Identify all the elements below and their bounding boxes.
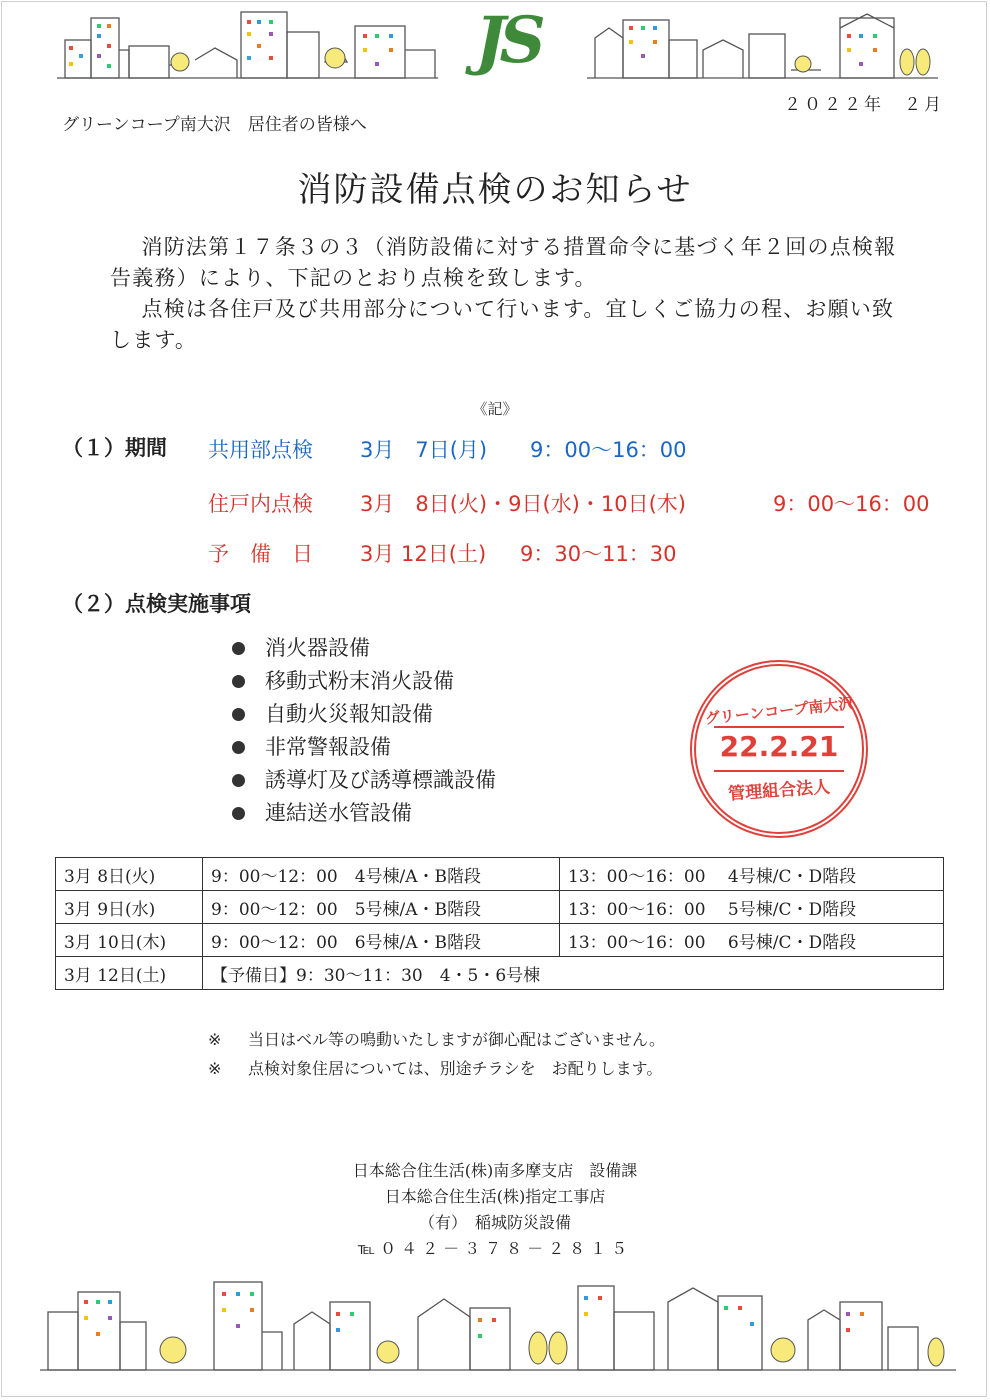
note-line: ※ 点検対象住居については、別途チラシを お配りします。: [208, 1059, 663, 1078]
list-item: 自動火災報知設備: [232, 698, 496, 731]
footer-contractor: 日本総合住生活(株)指定工事店: [384, 1187, 606, 1206]
list-item: 非常警報設備: [232, 731, 496, 764]
intro-text-1: 消防法第１７条３の３（消防設備に対する措置命令に基づく年２回の点検報告義務）により、下記のとおり点検を致します。: [110, 235, 897, 290]
footer-telephone: ℡０４２－３７８－２８１５: [357, 1239, 633, 1258]
table-cell-am: 9：00〜12：00 6号棟/A・B階段: [203, 924, 560, 957]
bullet-icon: [232, 774, 245, 787]
stamp-association: 管理組合法人: [727, 777, 831, 805]
table-cell-am: 9：00〜12：00 4号棟/A・B階段: [203, 858, 560, 891]
stamp-divider: [714, 770, 844, 772]
table-cell-date: 3月 8日(火): [56, 858, 203, 891]
issue-date: ２０２２年 ２月: [784, 95, 944, 115]
schedule-date-units: 3月 8日(火)・9日(水)・10日(木): [360, 492, 686, 516]
skyline-illustration-bottom: [38, 1272, 958, 1372]
bullet-icon: [232, 708, 245, 721]
intro-text-2: 点検は各住戸及び共用部分について行います。宜しくご協力の程、お願い致します。: [110, 297, 895, 352]
table-cell-date: 3月 9日(水): [56, 891, 203, 924]
bullet-icon: [232, 642, 245, 655]
schedule-name-units: 住戸内点検: [208, 492, 313, 516]
note-line: ※ 当日はベル等の鳴動いたしますが御心配はございません。: [208, 1030, 665, 1049]
footer-company: 日本総合住生活(株)南多摩支店 設備課: [352, 1161, 638, 1180]
recipient-line: グリーンコープ南大沢 居住者の皆様へ: [62, 115, 367, 135]
notes: [208, 1025, 665, 1083]
inspection-items-list: [232, 632, 496, 830]
bullet-icon: [232, 675, 245, 688]
timetable: [55, 857, 944, 990]
schedule-time-common: 9：00〜16：00: [530, 438, 687, 462]
table-row: [56, 957, 944, 990]
schedule-time-units: 9：00〜16：00: [773, 492, 930, 516]
list-item: 移動式粉末消火設備: [232, 665, 496, 698]
footer-contact: [0, 1158, 990, 1262]
approval-stamp: [690, 660, 868, 838]
intro-paragraph: [110, 232, 900, 356]
table-cell-am: 9：00〜12：00 5号棟/A・B階段: [203, 891, 560, 924]
table-cell-pm: 13：00〜16：00 5号棟/C・D階段: [560, 891, 944, 924]
schedule-name-common: 共用部点検: [208, 438, 313, 462]
stamp-divider: [714, 726, 844, 728]
ki-heading: 《記》: [472, 400, 518, 418]
table-cell-pm: 13：00〜16：00 4号棟/C・D階段: [560, 858, 944, 891]
table-cell-pm: 13：00〜16：00 6号棟/C・D階段: [560, 924, 944, 957]
list-item: 消火器設備: [232, 632, 496, 665]
footer-contractor-name: （有） 稲城防災設備: [418, 1213, 571, 1232]
section-period-label: （１）期間: [62, 436, 167, 460]
table-cell-date: 3月 10日(木): [56, 924, 203, 957]
bullet-icon: [232, 741, 245, 754]
schedule-time-spare: 9：30〜11：30: [520, 542, 677, 566]
document-title: 消防設備点検のお知らせ: [297, 170, 693, 210]
company-logo: JS: [475, 3, 540, 78]
list-item: 連結送水管設備: [232, 797, 496, 830]
list-item: 誘導灯及び誘導標識設備: [232, 764, 496, 797]
table-cell-date: 3月 12日(土): [56, 957, 203, 990]
skyline-illustration-right: [585, 10, 940, 80]
section-items-label: （２）点検実施事項: [62, 592, 251, 616]
bullet-icon: [232, 807, 245, 820]
stamp-org: グリーンコープ南大沢: [704, 694, 855, 728]
skyline-illustration-left: [55, 10, 440, 80]
stamp-date: 22.2.21: [719, 730, 839, 763]
schedule-date-common: 3月 7日(月): [360, 438, 488, 462]
table-row: [56, 858, 944, 891]
table-row: [56, 891, 944, 924]
schedule-name-spare: 予 備 日: [208, 542, 313, 566]
table-row: [56, 924, 944, 957]
schedule-date-spare: 3月 12日(土): [360, 542, 487, 566]
table-cell-spare: 【予備日】9：30〜11：30 4・5・6号棟: [203, 957, 944, 990]
